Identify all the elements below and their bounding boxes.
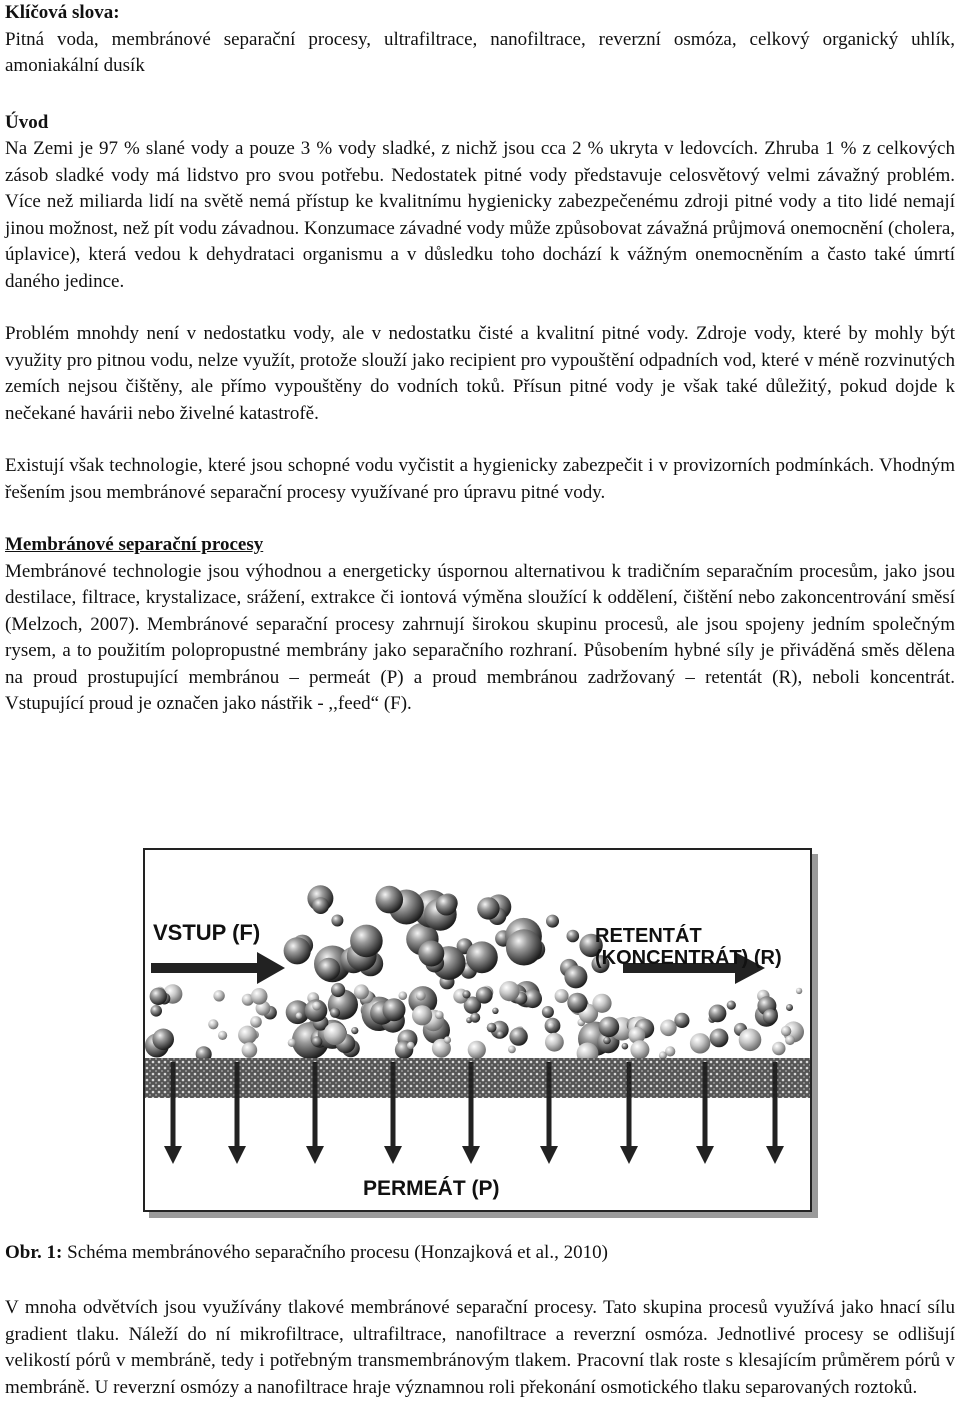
particle-small [660, 1020, 677, 1037]
particle-small [354, 984, 369, 999]
particle-small [251, 988, 268, 1005]
particle-large [567, 930, 580, 943]
particle-small [312, 1036, 323, 1047]
permeate-arrow-head [462, 1146, 480, 1164]
particle-small [622, 1043, 629, 1050]
permeate-arrow-head [384, 1146, 402, 1164]
caption-lead: Obr. 1: [5, 1242, 63, 1263]
intro-heading: Úvod [5, 111, 49, 133]
particle-small [331, 983, 345, 997]
intro-paragraph-3: Existují však technologie, které jsou schopné vodu vyčistit a hygienicky zabezpečit i v provizorních podmínkách. Vhodným řešením jsou membránové separační procesy využívané pro úpravu pitné vody. [5, 455, 955, 503]
particle-small [786, 1004, 793, 1011]
particle-small [288, 1039, 296, 1047]
particle-small [592, 994, 611, 1013]
label-retentate-line-2: (KONCENTRÁT) (R) [595, 947, 782, 969]
particle-small [296, 1012, 303, 1019]
particle-large [284, 937, 311, 964]
particle-small [324, 1023, 347, 1046]
particle-small [312, 1002, 321, 1011]
particle-small [599, 1017, 620, 1038]
closing-paragraph: V mnoha odvětvích jsou využívány tlakové membránové separační procesy. Tato skupina procesů využívá jako hnací sílu gradient tlaku. Náleží do ní mikrofiltrace, ultrafiltrace, nanofiltrace a reverzní osmóza. Jednotlivé procesy se odlišují velikostí pórů v membráně, tedy i potřebným transmembránovým tlakem. Pracovní tlak roste s klesajícím průměrem pórů v membráně. U reverzní osmózy a nanofiltrace hraje významnou roli překonání osmotického tlaku separovaných roztoků. [5, 1297, 955, 1398]
particle-small [555, 989, 569, 1003]
particle-small [497, 1031, 505, 1039]
particle-small [218, 1031, 227, 1040]
particle-large [331, 915, 343, 927]
particle-small [603, 1037, 611, 1045]
document-page [5, 0, 955, 718]
keywords-text: Pitná voda, membránové separační procesy, ultrafiltrace, nanofiltrace, reverzní osmóza, celkový organický uhlík, amoniakální dusík [5, 28, 955, 76]
permeate-arrow-head [766, 1146, 784, 1164]
particle-small [785, 1035, 795, 1045]
permeate-arrow-head [540, 1146, 558, 1164]
particle-large [418, 941, 444, 967]
permeate-arrow-head [620, 1146, 638, 1164]
particle-small [330, 1008, 340, 1018]
particle-small [435, 1011, 444, 1020]
particle-small [152, 1029, 174, 1051]
particle-small [213, 990, 224, 1001]
particle-small [772, 1042, 785, 1055]
particle-small [150, 988, 167, 1005]
membrane-layer [145, 1058, 810, 1098]
particle-small [499, 981, 519, 1001]
particle-small [548, 1022, 555, 1029]
particle-large [376, 886, 404, 914]
particle-small [468, 1041, 486, 1059]
particle-large [477, 897, 499, 919]
permeate-arrow-head [306, 1146, 324, 1164]
membrane-diagram [145, 850, 810, 1210]
particle-small [462, 990, 470, 998]
particle-large [312, 897, 329, 914]
particle-small [690, 1033, 710, 1053]
label-retentate-line-1: RETENTÁT [595, 925, 702, 947]
closing-section [5, 1295, 955, 1401]
particle-small [781, 1026, 791, 1036]
particle-large [317, 958, 340, 981]
particle-small [710, 1029, 729, 1048]
particle-small [242, 1042, 258, 1058]
particle-small [250, 1016, 262, 1028]
particle-large [436, 894, 457, 915]
particle-small [674, 1013, 689, 1028]
particle-small [487, 1023, 497, 1033]
particle-small [796, 988, 802, 994]
particle-small [739, 1029, 762, 1052]
particle-small [470, 1013, 480, 1023]
particle-small [542, 1006, 554, 1018]
particle-small [492, 1008, 498, 1014]
particle-small [416, 991, 426, 1001]
permeate-arrow-head [696, 1146, 714, 1164]
particle-small [508, 1046, 516, 1054]
particle-small [509, 1027, 527, 1045]
membrane-paragraph: Membránové technologie jsou výhodnou a energeticky úspornou alternativou k tradičním separačním procesům, jako jsou destilace, filtrace, krystalizace, srážení, extrakce či iontová výměna sloužící k oddělení, čištění nebo zakoncentrování směsí (Melzoch, 2007). Membránové separační procesy zahrnují širokou skupinu procesů, ale jsou spojeny jedním společným rysem, a to použitím polopropustné membrány jako separačního rozhraní. Působením hybné síly je přiváděná směs dělena na proud prostupující membránou – permeát (P) a proud membránou zadržovaný – retentát (R), neboli koncentrát. Vstupující proud je označen jako nástřik - ,,feed“ (F). [5, 560, 955, 714]
particle-small [208, 1019, 218, 1029]
particle-small [727, 1001, 736, 1010]
keywords-heading: Klíčová slova: [5, 2, 120, 23]
particle-small [709, 1005, 727, 1023]
membrane-process-figure [143, 848, 812, 1212]
intro-paragraph-2: Problém mnohdy není v nedostatku vody, ale v nedostatku čisté a kvalitní pitné vody. Zdroje vody, které by mohly být využity pro pitnou vodu, nelze využít, protože slouží jako recipient pro vypouštění odpadních vod, které v méně rozvinutých zemích nejsou čištěny, ale přímo vypouštěny do vodních toků. Přísun pitné vody je však také důležitý, pokud dojde k nečekané havárii nebo živelné katastrofě. [5, 323, 955, 424]
figure-caption [5, 1240, 955, 1267]
particle-large [546, 915, 559, 928]
intro-paragraph-1: Na Zemi je 97 % slané vody a pouze 3 % vody sladké, z nichž jsou cca 2 % ukryta v ledovcích. Zhruba 1 % z celkových zásob sladké vody má lidstvo pro svou potřebu. Nedostatek pitné vody představuje celosvětový velmi závažný problém. Více než miliarda lidí na světě nemá přístup ke kvalitnímu hygienicky zabezpečenému zdroji pitné vody a tito lidé nemají jinou možnost, než pít vodu závadnou. Konzumace závadné vody může způsobovat závažná průjmová onemocnění (cholera, úplavice), která vedou k dehydrataci organismu a v důsledku toho dochází k vážným onemocněním a často také úmrtí daného jedince. [5, 138, 955, 292]
particle-large [466, 941, 498, 973]
particle-small [763, 1009, 778, 1024]
particle-small [567, 993, 587, 1013]
particle-small [444, 1036, 451, 1043]
permeate-arrow-head [164, 1146, 182, 1164]
particle-large [564, 965, 587, 988]
particle-small [545, 1033, 564, 1052]
label-permeate: PERMEÁT (P) [363, 1177, 500, 1200]
particle-large [350, 925, 383, 958]
particle-small [630, 1040, 649, 1059]
particle-small [238, 1026, 257, 1045]
label-input: VSTUP (F) [153, 920, 261, 945]
particle-small [399, 991, 408, 1000]
particle-small [412, 1005, 432, 1025]
particle-small [476, 987, 493, 1004]
particle-small [351, 1027, 358, 1034]
membrane-heading: Membránové separační procesy [5, 534, 264, 555]
particle-large [506, 929, 542, 965]
caption-text: Schéma membránového separačního procesu (Honzajková et al., 2010) [62, 1242, 608, 1263]
particle-small [383, 998, 406, 1021]
particle-small [150, 1005, 162, 1017]
permeate-arrow-head [228, 1146, 246, 1164]
particle-small [407, 1042, 415, 1050]
